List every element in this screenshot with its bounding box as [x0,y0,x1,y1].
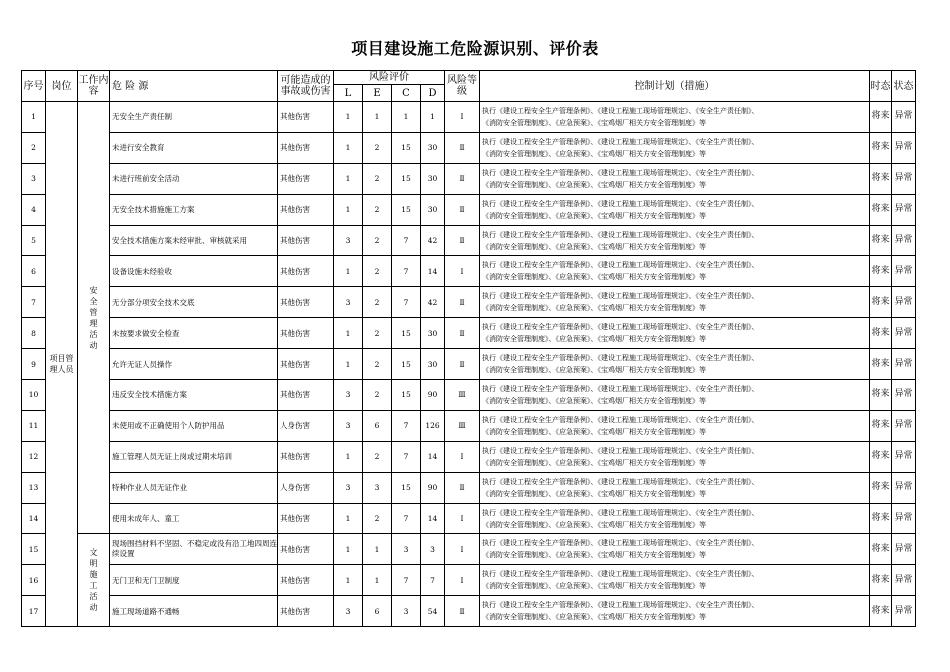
tense-cell: 将来 [870,534,892,565]
control-line-1: 执行《建设工程安全生产管理条例》、《建设工程施工现场管理规定》、《安全生产责任制》、 [482,570,759,579]
state-cell: 异常 [892,596,916,627]
accident-cell: 人身伤害 [278,410,334,441]
tense-cell: 将来 [870,472,892,503]
hazard-cell: 无安全技术措施施工方案 [110,194,278,225]
table-row [22,410,916,441]
table-row [22,194,916,225]
D-cell: 126 [421,410,445,441]
row-number: 6 [22,256,46,287]
control-plan-cell [480,380,870,411]
header-post: 岗位 [46,71,78,102]
control-plan-cell [480,102,870,133]
accident-cell: 其他伤害 [278,256,334,287]
tense-cell: 将来 [870,596,892,627]
tense-cell: 将来 [870,194,892,225]
control-line-1: 执行《建设工程安全生产管理条例》、《建设工程施工现场管理规定》、《安全生产责任制》、 [482,415,759,424]
table-row [22,256,916,287]
page-title: 项目建设施工危险源识别、评价表 [351,39,599,58]
C-cell: 7 [392,441,421,472]
control-plan-cell [480,318,870,349]
table-row [22,503,916,534]
hazard-cell: 安全技术措施方案未经审批、审核就采用 [110,225,278,256]
table-row [22,380,916,411]
risk-level-cell: Ⅱ [445,163,480,194]
control-line-1: 执行《建设工程安全生产管理条例》、《建设工程施工现场管理规定》、《安全生产责任制》、 [482,446,759,455]
risk-level-cell: Ⅰ [445,503,480,534]
control-line-2: 《消防安全管理制度》、《应急预案》、《宝鸡烟厂相关方安全管理制度》等 [482,582,706,591]
table-row [22,225,916,256]
risk-level-cell: Ⅱ [445,132,480,163]
header-state: 状态 [892,71,916,102]
row-number: 16 [22,565,46,596]
control-line-2: 《消防安全管理制度》、《应急预案》、《宝鸡烟厂相关方安全管理制度》等 [482,551,706,560]
E-cell: 1 [363,534,392,565]
E-cell: 2 [363,503,392,534]
risk-level-cell: Ⅱ [445,318,480,349]
control-line-1: 执行《建设工程安全生产管理条例》、《建设工程施工现场管理规定》、《安全生产责任制》、 [482,508,759,517]
E-cell: 2 [363,194,392,225]
L-cell: 1 [334,534,363,565]
state-cell: 异常 [892,318,916,349]
control-plan-cell [480,410,870,441]
control-line-2: 《消防安全管理制度》、《应急预案》、《宝鸡烟厂相关方安全管理制度》等 [482,242,706,251]
hazard-table [21,70,916,627]
control-plan-cell [480,596,870,627]
control-line-2: 《消防安全管理制度》、《应急预案》、《宝鸡烟厂相关方安全管理制度》等 [482,427,706,436]
state-cell: 异常 [892,225,916,256]
table-row [22,534,916,565]
control-plan-cell [480,565,870,596]
C-cell: 15 [392,380,421,411]
hazard-cell: 无分部分项安全技术交底 [110,287,278,318]
hazard-cell: 无门卫和无门卫制度 [110,565,278,596]
control-line-1: 执行《建设工程安全生产管理条例》、《建设工程施工现场管理规定》、《安全生产责任制》、 [482,601,759,610]
hazard-cell: 未按要求做安全检查 [110,318,278,349]
E-cell: 2 [363,225,392,256]
C-cell: 15 [392,163,421,194]
tense-cell: 将来 [870,132,892,163]
L-cell: 3 [334,380,363,411]
E-cell: 2 [363,349,392,380]
risk-level-cell: Ⅰ [445,441,480,472]
control-plan-cell [480,194,870,225]
D-cell: 3 [421,534,445,565]
work-content-safety: 安 全 管 理 活 动 [78,102,110,534]
accident-cell: 其他伤害 [278,441,334,472]
tense-cell: 将来 [870,349,892,380]
accident-cell: 其他伤害 [278,132,334,163]
row-number: 17 [22,596,46,627]
risk-level-cell: Ⅱ [445,349,480,380]
accident-cell: 其他伤害 [278,102,334,133]
state-cell: 异常 [892,194,916,225]
accident-cell: 人身伤害 [278,472,334,503]
C-cell: 7 [392,287,421,318]
accident-cell: 其他伤害 [278,349,334,380]
D-cell: 30 [421,163,445,194]
L-cell: 1 [334,256,363,287]
tense-cell: 将来 [870,503,892,534]
L-cell: 3 [334,287,363,318]
row-number: 7 [22,287,46,318]
control-line-1: 执行《建设工程安全生产管理条例》、《建设工程施工现场管理规定》、《安全生产责任制》、 [482,106,759,115]
state-cell: 异常 [892,163,916,194]
D-cell: 42 [421,287,445,318]
tense-cell: 将来 [870,410,892,441]
control-line-2: 《消防安全管理制度》、《应急预案》、《宝鸡烟厂相关方安全管理制度》等 [482,489,706,498]
E-cell: 6 [363,596,392,627]
control-line-2: 《消防安全管理制度》、《应急预案》、《宝鸡烟厂相关方安全管理制度》等 [482,180,706,189]
tense-cell: 将来 [870,318,892,349]
table-row [22,565,916,596]
control-line-1: 执行《建设工程安全生产管理条例》、《建设工程施工现场管理规定》、《安全生产责任制》、 [482,292,759,301]
C-cell: 7 [392,256,421,287]
accident-cell: 其他伤害 [278,318,334,349]
header-control: 控制计划（措施） [480,71,870,102]
row-number: 12 [22,441,46,472]
tense-cell: 将来 [870,256,892,287]
state-cell: 异常 [892,503,916,534]
E-cell: 2 [363,132,392,163]
control-plan-cell [480,287,870,318]
D-cell: 30 [421,349,445,380]
E-cell: 1 [363,102,392,133]
hazard-cell: 现场围挡材料不坚固、不稳定或没有沿工地四周连续设置 [110,534,278,565]
header-seq: 序号 [22,71,46,102]
control-line-2: 《消防安全管理制度》、《应急预案》、《宝鸡烟厂相关方安全管理制度》等 [482,304,706,313]
D-cell: 30 [421,318,445,349]
D-cell: 14 [421,256,445,287]
L-cell: 1 [334,132,363,163]
C-cell: 15 [392,349,421,380]
L-cell: 3 [334,596,363,627]
row-number: 1 [22,102,46,133]
row-number: 15 [22,534,46,565]
table-row [22,596,916,627]
accident-cell: 其他伤害 [278,565,334,596]
hazard-cell: 无安全生产责任制 [110,102,278,133]
header-accident: 可能造成的事故或伤害 [278,71,334,102]
L-cell: 1 [334,318,363,349]
row-number: 3 [22,163,46,194]
risk-level-cell: Ⅱ [445,596,480,627]
C-cell: 7 [392,225,421,256]
E-cell: 1 [363,565,392,596]
risk-level-cell: Ⅰ [445,256,480,287]
hazard-cell: 设备设施未经验收 [110,256,278,287]
control-line-2: 《消防安全管理制度》、《应急预案》、《宝鸡烟厂相关方安全管理制度》等 [482,520,706,529]
C-cell: 7 [392,503,421,534]
L-cell: 3 [334,472,363,503]
control-line-2: 《消防安全管理制度》、《应急预案》、《宝鸡烟厂相关方安全管理制度》等 [482,118,706,127]
tense-cell: 将来 [870,102,892,133]
control-plan-cell [480,163,870,194]
E-cell: 2 [363,163,392,194]
E-cell: 2 [363,318,392,349]
row-number: 8 [22,318,46,349]
control-plan-cell [480,132,870,163]
control-plan-cell [480,256,870,287]
control-line-2: 《消防安全管理制度》、《应急预案》、《宝鸡烟厂相关方安全管理制度》等 [482,149,706,158]
D-cell: 30 [421,132,445,163]
control-line-2: 《消防安全管理制度》、《应急预案》、《宝鸡烟厂相关方安全管理制度》等 [482,458,706,467]
C-cell: 7 [392,565,421,596]
D-cell: 14 [421,441,445,472]
C-cell: 3 [392,534,421,565]
D-cell: 90 [421,472,445,503]
tense-cell: 将来 [870,441,892,472]
header-work: 工作内容 [78,71,110,102]
hazard-cell: 特种作业人员无证作业 [110,472,278,503]
E-cell: 2 [363,380,392,411]
hazard-cell: 未进行安全教育 [110,132,278,163]
C-cell: 1 [392,102,421,133]
risk-level-cell: Ⅱ [445,287,480,318]
state-cell: 异常 [892,410,916,441]
state-cell: 异常 [892,534,916,565]
C-cell: 7 [392,410,421,441]
risk-level-cell: Ⅰ [445,102,480,133]
risk-level-cell: Ⅱ [445,472,480,503]
control-line-1: 执行《建设工程安全生产管理条例》、《建设工程施工现场管理规定》、《安全生产责任制》、 [482,199,759,208]
C-cell: 15 [392,194,421,225]
control-line-2: 《消防安全管理制度》、《应急预案》、《宝鸡烟厂相关方安全管理制度》等 [482,335,706,344]
risk-level-cell: Ⅲ [445,380,480,411]
control-plan-cell [480,534,870,565]
control-line-2: 《消防安全管理制度》、《应急预案》、《宝鸡烟厂相关方安全管理制度》等 [482,613,706,622]
tense-cell: 将来 [870,380,892,411]
risk-level-cell: Ⅰ [445,534,480,565]
L-cell: 1 [334,349,363,380]
L-cell: 3 [334,410,363,441]
L-cell: 1 [334,194,363,225]
control-line-2: 《消防安全管理制度》、《应急预案》、《宝鸡烟厂相关方安全管理制度》等 [482,396,706,405]
D-cell: 1 [421,102,445,133]
hazard-cell: 未进行班前安全活动 [110,163,278,194]
control-line-1: 执行《建设工程安全生产管理条例》、《建设工程施工现场管理规定》、《安全生产责任制》、 [482,323,759,332]
control-line-2: 《消防安全管理制度》、《应急预案》、《宝鸡烟厂相关方安全管理制度》等 [482,211,706,220]
state-cell: 异常 [892,102,916,133]
table-row [22,472,916,503]
L-cell: 1 [334,102,363,133]
E-cell: 3 [363,472,392,503]
D-cell: 30 [421,194,445,225]
accident-cell: 其他伤害 [278,534,334,565]
control-plan-cell [480,225,870,256]
D-cell: 54 [421,596,445,627]
tense-cell: 将来 [870,565,892,596]
table-row [22,163,916,194]
E-cell: 2 [363,441,392,472]
control-plan-cell [480,441,870,472]
table-row [22,132,916,163]
state-cell: 异常 [892,256,916,287]
L-cell: 1 [334,441,363,472]
hazard-cell: 施工现场道路不通畅 [110,596,278,627]
hazard-cell: 未使用或不正确使用个人防护用品 [110,410,278,441]
accident-cell: 其他伤害 [278,503,334,534]
row-number: 13 [22,472,46,503]
row-number: 10 [22,380,46,411]
row-number: 2 [22,132,46,163]
header-E: E [363,85,392,102]
header-level: 风险等级 [445,71,480,102]
hazard-cell: 违反安全技术措施方案 [110,380,278,411]
risk-level-cell: Ⅱ [445,194,480,225]
D-cell: 14 [421,503,445,534]
D-cell: 7 [421,565,445,596]
header-L: L [334,85,363,102]
table-row [22,441,916,472]
state-cell: 异常 [892,565,916,596]
L-cell: 1 [334,163,363,194]
hazard-cell: 施工管理人员无证上岗或过期未培训 [110,441,278,472]
row-number: 14 [22,503,46,534]
control-line-1: 执行《建设工程安全生产管理条例》、《建设工程施工现场管理规定》、《安全生产责任制》、 [482,261,759,270]
accident-cell: 其他伤害 [278,194,334,225]
accident-cell: 其他伤害 [278,163,334,194]
row-number: 11 [22,410,46,441]
C-cell: 15 [392,472,421,503]
accident-cell: 其他伤害 [278,287,334,318]
accident-cell: 其他伤害 [278,596,334,627]
C-cell: 3 [392,596,421,627]
work-content-civil: 文 明 施 工 活 动 [78,534,110,627]
state-cell: 异常 [892,472,916,503]
row-number: 4 [22,194,46,225]
hazard-cell: 允许无证人员操作 [110,349,278,380]
state-cell: 异常 [892,132,916,163]
control-line-1: 执行《建设工程安全生产管理条例》、《建设工程施工现场管理规定》、《安全生产责任制》、 [482,354,759,363]
risk-level-cell: Ⅱ [445,225,480,256]
E-cell: 6 [363,410,392,441]
state-cell: 异常 [892,349,916,380]
header-hazard: 危 险 源 [110,71,278,102]
C-cell: 15 [392,318,421,349]
tense-cell: 将来 [870,163,892,194]
control-line-1: 执行《建设工程安全生产管理条例》、《建设工程施工现场管理规定》、《安全生产责任制》、 [482,539,759,548]
tense-cell: 将来 [870,225,892,256]
table-row [22,318,916,349]
control-line-1: 执行《建设工程安全生产管理条例》、《建设工程施工现场管理规定》、《安全生产责任制》、 [482,137,759,146]
hazard-cell: 使用未成年人、童工 [110,503,278,534]
E-cell: 2 [363,287,392,318]
tense-cell: 将来 [870,287,892,318]
D-cell: 90 [421,380,445,411]
table-row [22,349,916,380]
header-tense: 时态 [870,71,892,102]
state-cell: 异常 [892,287,916,318]
control-line-1: 执行《建设工程安全生产管理条例》、《建设工程施工现场管理规定》、《安全生产责任制》、 [482,384,759,393]
control-line-1: 执行《建设工程安全生产管理条例》、《建设工程施工现场管理规定》、《安全生产责任制》、 [482,168,759,177]
table-row [22,287,916,318]
header-D: D [421,85,445,102]
accident-cell: 其他伤害 [278,225,334,256]
table-row [22,102,916,133]
state-cell: 异常 [892,380,916,411]
row-number: 5 [22,225,46,256]
row-number: 9 [22,349,46,380]
E-cell: 2 [363,256,392,287]
state-cell: 异常 [892,441,916,472]
accident-cell: 其他伤害 [278,380,334,411]
L-cell: 1 [334,565,363,596]
control-line-2: 《消防安全管理制度》、《应急预案》、《宝鸡烟厂相关方安全管理制度》等 [482,273,706,282]
control-line-1: 执行《建设工程安全生产管理条例》、《建设工程施工现场管理规定》、《安全生产责任制》、 [482,477,759,486]
control-plan-cell [480,472,870,503]
control-line-1: 执行《建设工程安全生产管理条例》、《建设工程施工现场管理规定》、《安全生产责任制》、 [482,230,759,239]
post-cell: 项目管理人员 [46,102,78,627]
header-risk-eval: 风险评价 [334,71,445,85]
control-plan-cell [480,349,870,380]
risk-level-cell: Ⅲ [445,410,480,441]
control-plan-cell [480,503,870,534]
C-cell: 15 [392,132,421,163]
L-cell: 3 [334,225,363,256]
control-line-2: 《消防安全管理制度》、《应急预案》、《宝鸡烟厂相关方安全管理制度》等 [482,366,706,375]
L-cell: 1 [334,503,363,534]
D-cell: 42 [421,225,445,256]
header-C: C [392,85,421,102]
risk-level-cell: Ⅰ [445,565,480,596]
